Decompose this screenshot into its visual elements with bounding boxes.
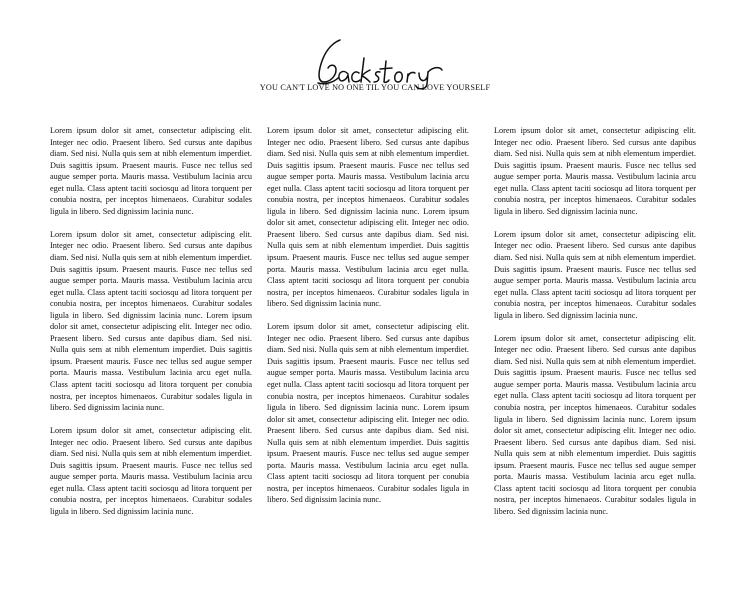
body-paragraph: Lorem ipsum dolor sit amet, consectetur adipiscing elit. Integer nec odio. Praesent libero. Sed cursus ante dapibus diam. Sed nisi. Nulla quis sem at nibh elementum imperdiet. Duis sagittis ipsum. Praesent mauris. Fusce nec tellus sed augue semper porta. Mauris massa. Vestibulum lacinia arcu eget nulla. Class aptent taciti sociosqu ad litora torquent per conubia nostra, per inceptos himenaeos. Curabitur sodales ligula in libero. Sed dignissim lacinia nunc. Lorem ipsum dolor sit amet, consectetur adipiscing elit. Integer nec odio. Praesent libero. Sed cursus ante dapibus diam. Sed nisi. Nulla quis sem at nibh elementum imperdiet. Duis sagittis ipsum. Praesent mauris. Fusce nec tellus sed augue semper porta. Mauris massa. Vestibulum lacinia arcu eget nulla. Class aptent taciti sociosqu ad litora torquent per conubia nostra, per inceptos himenaeos. Curabitur sodales ligula in libero. Sed dignissim lacinia nunc. <box>50 229 252 413</box>
body-paragraph: Lorem ipsum dolor sit amet, consectetur adipiscing elit. Integer nec odio. Praesent libero. Sed cursus ante dapibus diam. Sed nisi. Nulla quis sem at nibh elementum imperdiet. Duis sagittis ipsum. Praesent mauris. Fusce nec tellus sed augue semper porta. Mauris massa. Vestibulum lacinia arcu eget nulla. Class aptent taciti sociosqu ad litora torquent per conubia nostra, per inceptos himenaeos. Curabitur sodales ligula in libero. Sed dignissim lacinia nunc. Lorem ipsum dolor sit amet, consectetur adipiscing elit. Integer nec odio. Praesent libero. Sed cursus ante dapibus diam. Sed nisi. Nulla quis sem at nibh elementum imperdiet. Duis sagittis ipsum. Praesent mauris. Fusce nec tellus sed augue semper porta. Mauris massa. Vestibulum lacinia arcu eget nulla. Class aptent taciti sociosqu ad litora torquent per conubia nostra, per inceptos himenaeos. Curabitur sodales ligula in libero. Sed dignissim lacinia nunc. <box>267 322 469 505</box>
script-title-graphic <box>300 36 460 90</box>
body-paragraph: Lorem ipsum dolor sit amet, consectetur adipiscing elit. Integer nec odio. Praesent libero. Sed cursus ante dapibus diam. Sed nisi. Nulla quis sem at nibh elementum imperdiet. Duis sagittis ipsum. Praesent mauris. Fusce nec tellus sed augue semper porta. Mauris massa. Vestibulum lacinia arcu eget nulla. Class aptent taciti sociosqu ad litora torquent per conubia nostra, per inceptos himenaeos. Curabitur sodales ligula in libero. Sed dignissim lacinia nunc. <box>494 229 696 320</box>
script-title-logo <box>300 36 460 90</box>
text-column-2 <box>267 125 469 518</box>
body-paragraph: Lorem ipsum dolor sit amet, consectetur adipiscing elit. Integer nec odio. Praesent libero. Sed cursus ante dapibus diam. Sed nisi. Nulla quis sem at nibh elementum imperdiet. Duis sagittis ipsum. Praesent mauris. Fusce nec tellus sed augue semper porta. Mauris massa. Vestibulum lacinia arcu eget nulla. Class aptent taciti sociosqu ad litora torquent per conubia nostra, per inceptos himenaeos. Curabitur sodales ligula in libero. Sed dignissim lacinia nunc. Lorem ipsum dolor sit amet, consectetur adipiscing elit. Integer nec odio. Praesent libero. Sed cursus ante dapibus diam. Sed nisi. Nulla quis sem at nibh elementum imperdiet. Duis sagittis ipsum. Praesent mauris. Fusce nec tellus sed augue semper porta. Mauris massa. Vestibulum lacinia arcu eget nulla. Class aptent taciti sociosqu ad litora torquent per conubia nostra, per inceptos himenaeos. Curabitur sodales ligula in libero. Sed dignissim lacinia nunc. <box>267 126 469 309</box>
body-paragraph: Lorem ipsum dolor sit amet, consectetur adipiscing elit. Integer nec odio. Praesent libero. Sed cursus ante dapibus diam. Sed nisi. Nulla quis sem at nibh elementum imperdiet. Duis sagittis ipsum. Praesent mauris. Fusce nec tellus sed augue semper porta. Mauris massa. Vestibulum lacinia arcu eget nulla. Class aptent taciti sociosqu ad litora torquent per conubia nostra, per inceptos himenaeos. Curabitur sodales ligula in libero. Sed dignissim lacinia nunc. Lorem ipsum dolor sit amet, consectetur adipiscing elit. Integer nec odio. Praesent libero. Sed cursus ante dapibus diam. Sed nisi. Nulla quis sem at nibh elementum imperdiet. Duis sagittis ipsum. Praesent mauris. Fusce nec tellus sed augue semper porta. Mauris massa. Vestibulum lacinia arcu eget nulla. Class aptent taciti sociosqu ad litora torquent per conubia nostra, per inceptos himenaeos. Curabitur sodales ligula in libero. Sed dignissim lacinia nunc. <box>494 333 696 516</box>
body-paragraph: Lorem ipsum dolor sit amet, consectetur adipiscing elit. Integer nec odio. Praesent libero. Sed cursus ante dapibus diam. Sed nisi. Nulla quis sem at nibh elementum imperdiet. Duis sagittis ipsum. Praesent mauris. Fusce nec tellus sed augue semper porta. Mauris massa. Vestibulum lacinia arcu eget nulla. Class aptent taciti sociosqu ad litora torquent per conubia nostra, per inceptos himenaeos. Curabitur sodales ligula in libero. Sed dignissim lacinia nunc. <box>50 126 252 216</box>
text-column-3 <box>494 125 696 529</box>
body-paragraph: Lorem ipsum dolor sit amet, consectetur adipiscing elit. Integer nec odio. Praesent libero. Sed cursus ante dapibus diam. Sed nisi. Nulla quis sem at nibh elementum imperdiet. Duis sagittis ipsum. Praesent mauris. Fusce nec tellus sed augue semper porta. Mauris massa. Vestibulum lacinia arcu eget nulla. Class aptent taciti sociosqu ad litora torquent per conubia nostra, per inceptos himenaeos. Curabitur sodales ligula in libero. Sed dignissim lacinia nunc. <box>50 426 252 516</box>
tagline: YOU CAN'T LOVE NO ONE TIL YOU CAN LOVE YOURSELF <box>259 83 491 92</box>
body-paragraph: Lorem ipsum dolor sit amet, consectetur adipiscing elit. Integer nec odio. Praesent libero. Sed cursus ante dapibus diam. Sed nisi. Nulla quis sem at nibh elementum imperdiet. Duis sagittis ipsum. Praesent mauris. Fusce nec tellus sed augue semper porta. Mauris massa. Vestibulum lacinia arcu eget nulla. Class aptent taciti sociosqu ad litora torquent per conubia nostra, per inceptos himenaeos. Curabitur sodales ligula in libero. Sed dignissim lacinia nunc. <box>494 126 696 216</box>
text-column-1 <box>50 125 252 529</box>
header <box>0 44 750 96</box>
